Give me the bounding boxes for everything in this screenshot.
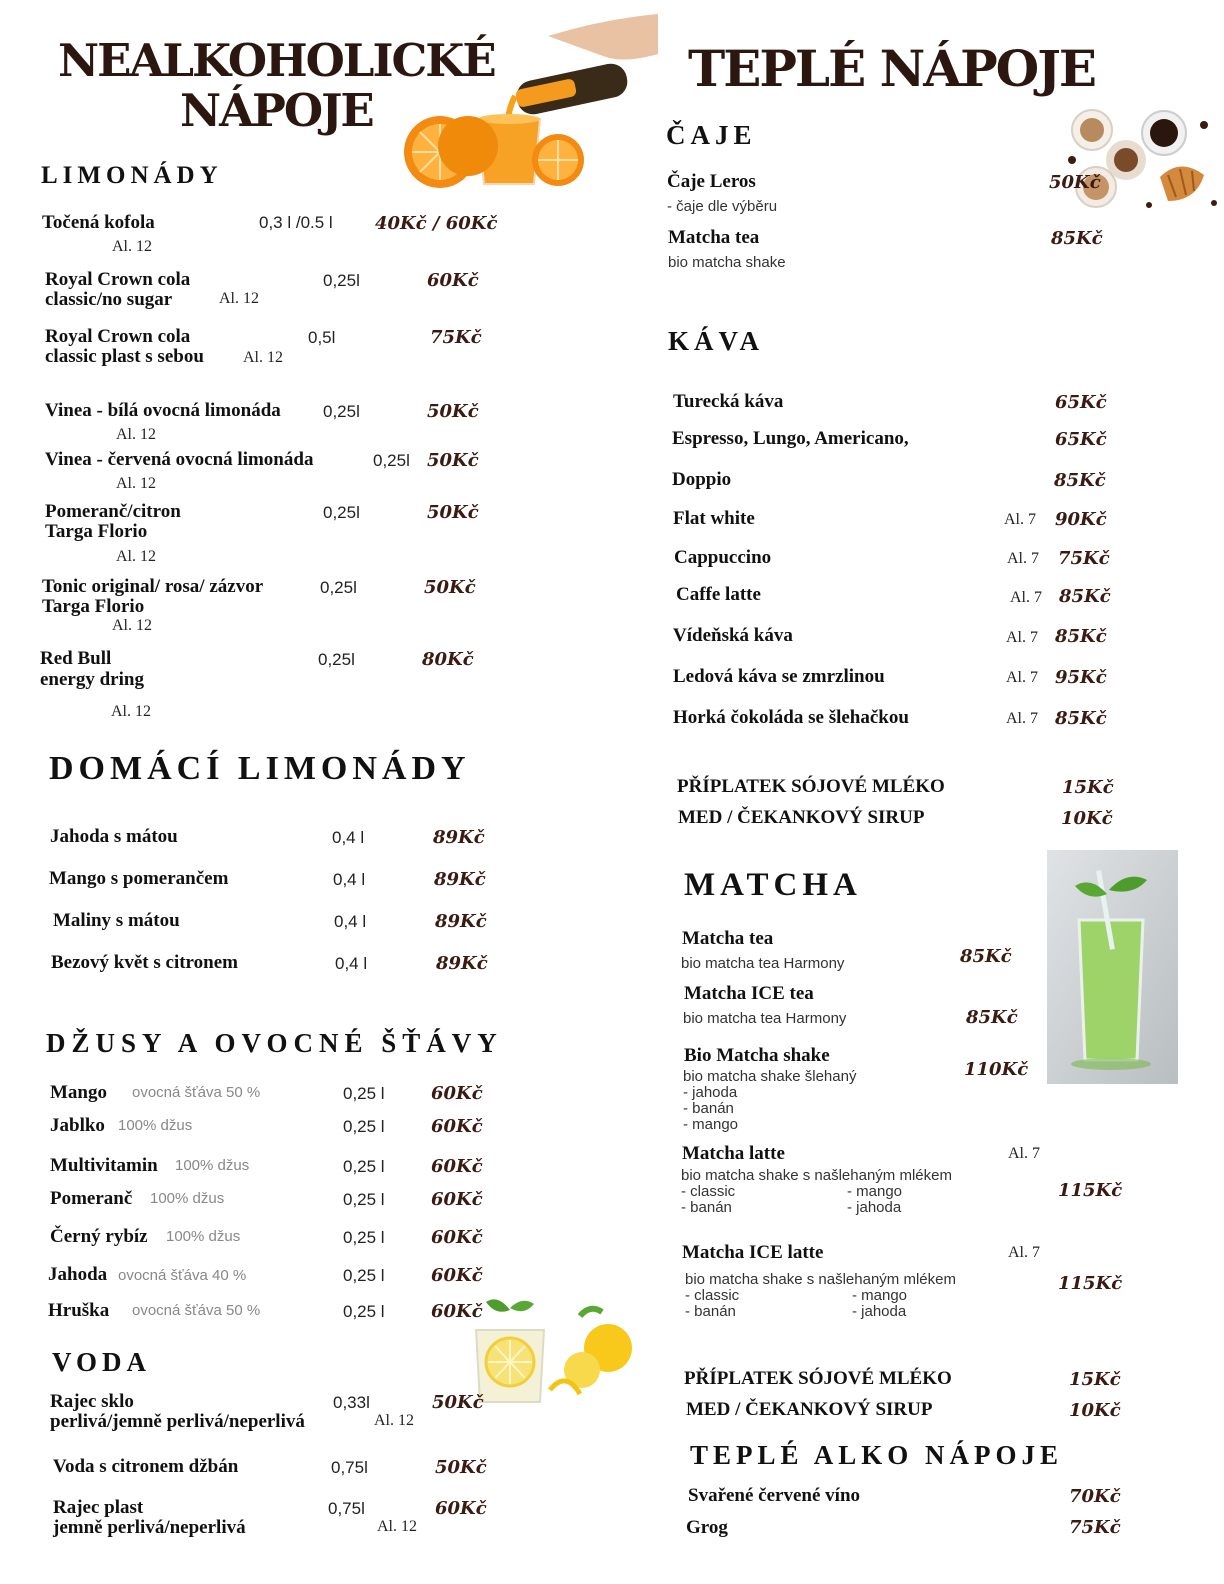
voda-heading: VODA [52, 1347, 151, 1377]
menu-item-note: ovocná šťáva 50 % [132, 1084, 261, 1101]
menu-item-name: Espresso, Lungo, Americano, [672, 428, 909, 449]
menu-item-name: Royal Crown cola [45, 269, 191, 290]
menu-item-price: 89Kč [436, 953, 488, 974]
menu-item-allergen: Al. 12 [374, 1412, 414, 1429]
menu-item-name: Vinea - bílá ovocná limonáda [45, 400, 281, 421]
menu-item-price: 85Kč [1054, 470, 1106, 491]
menu-item-allergen: Al. 7 [1008, 1244, 1040, 1261]
menu-item-price: 60Kč [431, 1227, 483, 1248]
menu-item-price: 60Kč [427, 270, 479, 291]
menu-item-price: 89Kč [433, 827, 485, 848]
caje-heading: ČAJE [666, 120, 757, 150]
left-page-title-line2: NÁPOJE [180, 84, 373, 137]
menu-item-note: 100% džus [175, 1157, 250, 1174]
menu-item-price: 50Kč [424, 577, 476, 598]
menu-item-name: Doppio [672, 469, 732, 490]
menu-item-name: Točená kofola [42, 212, 155, 233]
coffee-and-pastries-image [1064, 105, 1224, 217]
menu-item-price: 85Kč [1055, 626, 1107, 647]
menu-item-price: 50Kč [427, 502, 479, 523]
menu-item-size: 0,25l [323, 271, 360, 290]
menu-item-option: - jahoda [852, 1303, 907, 1320]
menu-item-option: - classic [685, 1287, 740, 1304]
menu-item-size: 0,3 l /0.5 l [259, 213, 333, 232]
menu-item-price: 50Kč [427, 450, 479, 471]
menu-item-price: 85Kč [1051, 228, 1103, 249]
menu-item-option: - banán [681, 1199, 732, 1216]
menu-item-name: Vídeňská káva [673, 625, 793, 646]
menu-item-size: 0,25l [320, 578, 357, 597]
menu-item-size: 0,4 l [335, 954, 368, 973]
matcha-heading: MATCHA [684, 867, 862, 903]
menu-item-price: 75Kč [1058, 548, 1110, 569]
menu-item-name: Multivitamin [50, 1155, 158, 1176]
extra-charge-name: PŘÍPLATEK SÓJOVÉ MLÉKO [684, 1368, 952, 1389]
menu-item-price: 80Kč [422, 649, 474, 670]
menu-item-name: Turecká káva [673, 391, 784, 412]
menu-item-name: Rajec plast [53, 1497, 144, 1518]
lemonade-with-lemons-image [470, 1290, 632, 1410]
menu-item-price: 85Kč [1059, 586, 1111, 607]
menu-item-allergen: Al. 7 [1007, 550, 1039, 567]
domaci-limonady-heading: DOMÁCÍ LIMONÁDY [49, 750, 471, 787]
menu-item-note: ovocná šťáva 40 % [118, 1267, 247, 1284]
menu-item-name: Matcha latte [682, 1143, 785, 1164]
menu-item-name: Maliny s mátou [53, 910, 180, 931]
menu-item-allergen: Al. 12 [112, 617, 152, 634]
menu-item-note: 100% džus [166, 1228, 241, 1245]
menu-item-name: Pomeranč [50, 1188, 133, 1209]
menu-item-price: 65Kč [1055, 429, 1107, 450]
menu-item-name: Cappuccino [674, 547, 772, 568]
menu-item-name-line2: Targa Florio [42, 596, 145, 617]
menu-item-price: 60Kč [431, 1156, 483, 1177]
menu-item-name: Matcha tea [668, 227, 760, 248]
menu-item-name: Caffe latte [676, 584, 761, 605]
menu-item-option: - classic [681, 1183, 736, 1200]
menu-item-allergen: Al. 12 [116, 548, 156, 565]
menu-item-price: 95Kč [1055, 667, 1107, 688]
menu-item-name: Mango s pomerančem [49, 868, 229, 889]
menu-item-name-line2: jemně perlivá/neperlivá [53, 1517, 246, 1538]
menu-item-name: Grog [686, 1517, 728, 1538]
menu-item-price: 40Kč / 60Kč [375, 213, 498, 234]
menu-item-size: 0,25 l [343, 1157, 385, 1176]
menu-item-price: 60Kč [431, 1265, 483, 1286]
menu-item-price: 60Kč [431, 1189, 483, 1210]
menu-item-name: Hruška [48, 1300, 110, 1321]
menu-item-option: - jahoda [683, 1084, 738, 1101]
menu-item-name: Ledová káva se zmrzlinou [673, 666, 885, 687]
menu-item-name: Bio Matcha shake [684, 1045, 830, 1066]
extra-charge-price: 10Kč [1061, 808, 1113, 829]
menu-item-price: 75Kč [1069, 1517, 1121, 1538]
limonady-heading: LIMONÁDY [41, 162, 223, 189]
menu-item-desc: bio matcha shake s našlehaným mlékem [681, 1167, 952, 1184]
menu-item-price: 50Kč [1049, 172, 1101, 193]
menu-item-allergen: Al. 7 [1010, 589, 1042, 606]
menu-item-name-line2: classic/no sugar [45, 289, 173, 310]
menu-item-price: 75Kč [430, 327, 482, 348]
menu-item-price: 115Kč [1058, 1180, 1123, 1201]
menu-item-allergen: Al. 12 [243, 349, 283, 366]
menu-item-price: 50Kč [432, 1392, 484, 1413]
menu-item-desc: bio matcha shake šlehaný [683, 1068, 857, 1085]
extra-charge-price: 10Kč [1069, 1400, 1121, 1421]
menu-item-name: Bezový květ s citronem [51, 952, 238, 973]
extra-charge-name: MED / ČEKANKOVÝ SIRUP [678, 807, 925, 828]
menu-item-size: 0,75l [328, 1499, 365, 1518]
dzusy-heading: DŽUSY A OVOCNÉ ŠŤÁVY [46, 1028, 503, 1058]
menu-item-desc: bio matcha shake [668, 254, 786, 271]
menu-item-price: 60Kč [431, 1301, 483, 1322]
menu-item-size: 0,25 l [343, 1190, 385, 1209]
menu-item-price: 50Kč [435, 1457, 487, 1478]
menu-item-desc: bio matcha tea Harmony [683, 1010, 847, 1027]
menu-item-size: 0,25l [373, 451, 410, 470]
menu-item-size: 0,4 l [332, 828, 365, 847]
menu-item-size: 0,33l [333, 1393, 370, 1412]
menu-item-allergen: Al. 7 [1006, 669, 1038, 686]
menu-item-note: ovocná šťáva 50 % [132, 1302, 261, 1319]
menu-item-size: 0,5l [308, 328, 336, 347]
menu-item-name: Černý rybíz [50, 1226, 148, 1247]
menu-item-option: - mango [852, 1287, 908, 1304]
menu-item-price: 110Kč [964, 1059, 1029, 1080]
menu-item-allergen: Al. 7 [1006, 629, 1038, 646]
menu-item-name: Jablko [50, 1115, 105, 1136]
menu-item-name: Horká čokoláda se šlehačkou [673, 707, 909, 728]
menu-item-allergen: Al. 7 [1006, 710, 1038, 727]
menu-item-option: - jahoda [847, 1199, 902, 1216]
menu-item-name: Tonic original/ rosa/ zázvor [42, 576, 264, 597]
menu-item-allergen: Al. 12 [116, 475, 156, 492]
menu-item-price: 50Kč [427, 401, 479, 422]
menu-item-price: 89Kč [434, 869, 486, 890]
menu-item-name: Rajec sklo [50, 1391, 134, 1412]
menu-item-name: Voda s citronem džbán [53, 1456, 239, 1477]
menu-item-name: Matcha ICE latte [682, 1242, 824, 1263]
menu-item-allergen: Al. 7 [1004, 511, 1036, 528]
menu-item-name: Vinea - červená ovocná limonáda [45, 449, 314, 470]
kava-heading: KÁVA [668, 326, 765, 356]
menu-item-allergen: Al. 12 [112, 238, 152, 255]
menu-item-size: 0,25l [323, 503, 360, 522]
menu-item-name: Red Bull [40, 648, 112, 669]
menu-item-name-line2: energy dring [40, 669, 144, 690]
extra-charge-name: PŘÍPLATEK SÓJOVÉ MLÉKO [677, 776, 945, 797]
menu-item-name: Svařené červené víno [688, 1485, 861, 1506]
menu-item-allergen: Al. 12 [116, 426, 156, 443]
menu-item-size: 0,25l [318, 650, 355, 669]
menu-item-price: 60Kč [435, 1498, 487, 1519]
left-page-title-line1: NEALKOHOLICKÉ [58, 34, 495, 87]
menu-item-size: 0,25 l [343, 1302, 385, 1321]
menu-item-price: 70Kč [1069, 1486, 1121, 1507]
menu-item-size: 0,25 l [343, 1266, 385, 1285]
menu-item-allergen: Al. 7 [1008, 1145, 1040, 1162]
menu-item-price: 60Kč [431, 1116, 483, 1137]
menu-item-desc: - čaje dle výběru [667, 198, 778, 215]
menu-item-name: Matcha tea [682, 928, 774, 949]
extra-charge-name: MED / ČEKANKOVÝ SIRUP [686, 1399, 933, 1420]
right-page-title: TEPLÉ NÁPOJE [688, 39, 1096, 98]
menu-item-name-line2: classic plast s sebou [45, 346, 204, 367]
menu-item-size: 0,25 l [343, 1117, 385, 1136]
menu-item-desc: bio matcha shake s našlehaným mlékem [685, 1271, 956, 1288]
menu-item-name-line2: perlivá/jemně perlivá/neperlivá [50, 1411, 305, 1432]
extra-charge-price: 15Kč [1062, 777, 1114, 798]
menu-item-size: 0,25 l [343, 1228, 385, 1247]
menu-item-price: 85Kč [960, 946, 1012, 967]
menu-item-allergen: Al. 12 [377, 1518, 417, 1535]
menu-item-size: 0,4 l [333, 870, 366, 889]
menu-item-option: - banán [685, 1303, 736, 1320]
extra-charge-price: 15Kč [1069, 1369, 1121, 1390]
menu-item-size: 0,25l [323, 402, 360, 421]
menu-item-option: - mango [683, 1116, 739, 1133]
menu-item-price: 115Kč [1058, 1273, 1123, 1294]
menu-item-price: 90Kč [1055, 509, 1107, 530]
menu-item-name: Pomeranč/citron [45, 501, 181, 522]
menu-item-price: 85Kč [966, 1007, 1018, 1028]
menu-item-desc: bio matcha tea Harmony [681, 955, 845, 972]
menu-item-note: 100% džus [150, 1190, 225, 1207]
menu-item-price: 60Kč [431, 1083, 483, 1104]
menu-item-price: 65Kč [1055, 392, 1107, 413]
menu-item-price: 89Kč [435, 911, 487, 932]
menu-item-name: Čaje Leros [667, 171, 756, 192]
menu-item-name: Matcha ICE tea [684, 983, 814, 1004]
teple-alko-heading: TEPLÉ ALKO NÁPOJE [690, 1440, 1064, 1470]
matcha-drink-image [1047, 850, 1178, 1084]
menu-item-name: Flat white [673, 508, 755, 529]
menu-item-size: 0,25 l [343, 1084, 385, 1103]
menu-item-name: Jahoda s mátou [50, 826, 178, 847]
menu-item-allergen: Al. 12 [219, 290, 259, 307]
menu-item-option: - banán [683, 1100, 734, 1117]
menu-item-name-line2: Targa Florio [45, 521, 148, 542]
menu-item-allergen: Al. 12 [111, 703, 151, 720]
menu-item-name: Mango [50, 1082, 107, 1103]
menu-item-size: 0,4 l [334, 912, 367, 931]
menu-item-option: - mango [847, 1183, 903, 1200]
menu-item-name: Jahoda [48, 1264, 108, 1285]
menu-item-size: 0,75l [331, 1458, 368, 1477]
menu-item-name: Royal Crown cola [45, 326, 191, 347]
menu-item-note: 100% džus [118, 1117, 193, 1134]
menu-item-price: 85Kč [1055, 708, 1107, 729]
